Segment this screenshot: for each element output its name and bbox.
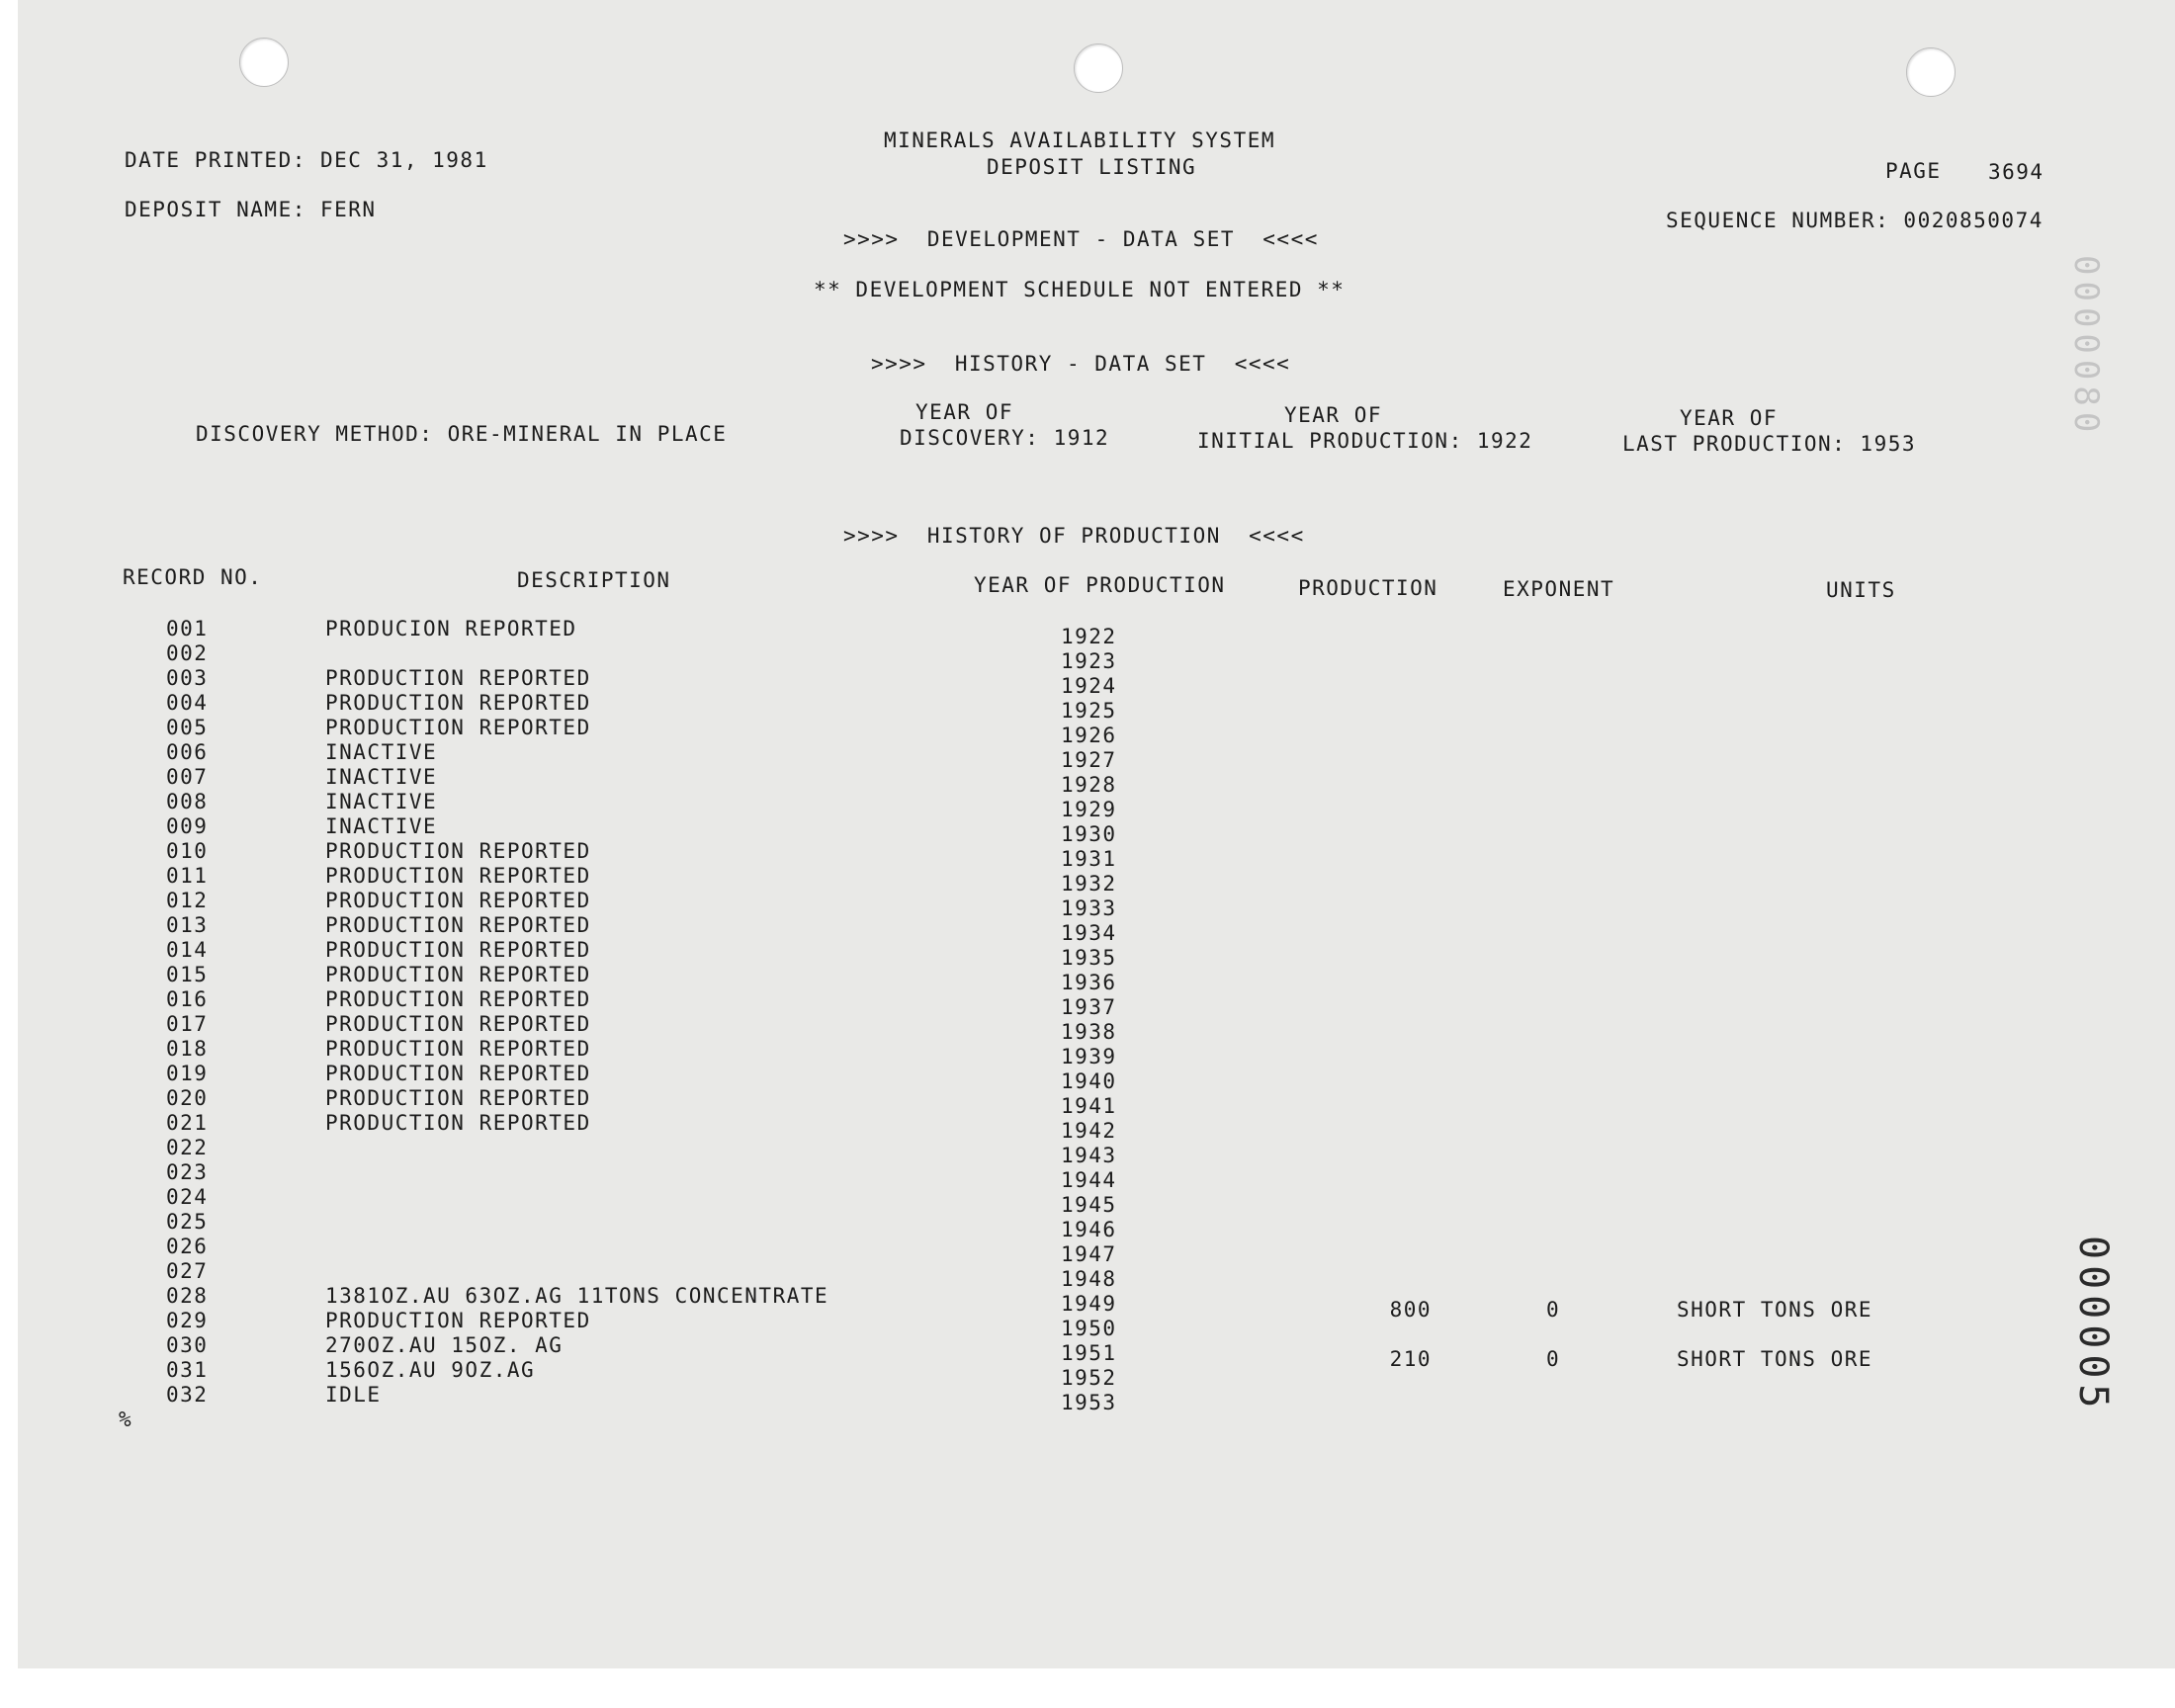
last-production-year: LAST PRODUCTION: 1953 (1622, 432, 1917, 456)
table-row (18, 1358, 2175, 1390)
row-units: SHORT TONS ORE (1677, 1298, 1873, 1322)
deposit-name: DEPOSIT NAME: FERN (125, 198, 377, 221)
table-row (18, 963, 2175, 994)
row-year: 1932 (1061, 872, 1117, 896)
record-number: 017 (166, 1012, 209, 1036)
discovery-method: DISCOVERY METHOD: ORE-MINERAL IN PLACE (196, 422, 728, 446)
row-description: INACTIVE (325, 790, 438, 813)
row-year: 1925 (1061, 699, 1117, 723)
record-number: 025 (166, 1210, 209, 1234)
table-row (18, 617, 2175, 648)
row-year: 1933 (1061, 897, 1117, 920)
record-number: 001 (166, 617, 209, 640)
table-row (18, 1259, 2175, 1291)
row-description: 270OZ.AU 15OZ. AG (325, 1333, 564, 1357)
record-number: 022 (166, 1136, 209, 1159)
record-number: 003 (166, 666, 209, 690)
year-of-label-last: YEAR OF (1680, 406, 1779, 430)
row-year: 1924 (1061, 674, 1117, 698)
record-number: 020 (166, 1086, 209, 1110)
record-number: 009 (166, 814, 209, 838)
row-description: INACTIVE (325, 814, 438, 838)
column-units: UNITS (1826, 578, 1896, 602)
record-number: 032 (166, 1383, 209, 1407)
column-production: PRODUCTION (1298, 576, 1438, 600)
row-year: 1941 (1061, 1094, 1117, 1118)
row-description: PRODUCTION REPORTED (325, 1111, 591, 1135)
initial-production-year: INITIAL PRODUCTION: 1922 (1197, 429, 1533, 453)
date-printed: DATE PRINTED: DEC 31, 1981 (125, 148, 488, 172)
margin-faint-stamp: 0000080 (2066, 255, 2106, 439)
row-year: 1930 (1061, 822, 1117, 846)
row-year: 1945 (1061, 1193, 1117, 1217)
row-year: 1922 (1061, 625, 1117, 648)
record-number: 018 (166, 1037, 209, 1061)
row-year: 1923 (1061, 649, 1117, 673)
row-description: PRODUCTION REPORTED (325, 1309, 591, 1332)
row-description: INACTIVE (325, 765, 438, 789)
row-year: 1936 (1061, 971, 1117, 994)
row-year: 1949 (1061, 1292, 1117, 1316)
row-year: 1942 (1061, 1119, 1117, 1143)
row-description: PRODUCTION REPORTED (325, 938, 591, 962)
end-marker: % (119, 1408, 133, 1431)
development-note: ** DEVELOPMENT SCHEDULE NOT ENTERED ** (814, 278, 1346, 301)
record-number: 016 (166, 987, 209, 1011)
record-number: 023 (166, 1160, 209, 1184)
page-label: PAGE (1885, 159, 1942, 183)
system-title: MINERALS AVAILABILITY SYSTEM (884, 128, 1276, 152)
row-description: PRODUCTION REPORTED (325, 666, 591, 690)
record-number: 027 (166, 1259, 209, 1283)
year-of-label-initial: YEAR OF (1284, 403, 1383, 427)
table-row (18, 938, 2175, 970)
row-description: PRODUCTION REPORTED (325, 987, 591, 1011)
row-description: 1381OZ.AU 63OZ.AG 11TONS CONCENTRATE (325, 1284, 829, 1308)
sequence-number: SEQUENCE NUMBER: 0020850074 (1666, 209, 2044, 232)
table-row (18, 666, 2175, 698)
row-year: 1928 (1061, 773, 1117, 797)
table-row (18, 814, 2175, 846)
row-production: 210 (1389, 1347, 1432, 1371)
record-number: 014 (166, 938, 209, 962)
column-description: DESCRIPTION (517, 568, 671, 592)
record-number: 021 (166, 1111, 209, 1135)
record-number: 026 (166, 1235, 209, 1258)
record-number: 031 (166, 1358, 209, 1382)
record-number: 004 (166, 691, 209, 715)
row-exponent: 0 (1546, 1298, 1561, 1322)
row-description: PRODUCTION REPORTED (325, 716, 591, 739)
punch-hole-center (1074, 43, 1123, 93)
row-year: 1931 (1061, 847, 1117, 871)
table-row (18, 1037, 2175, 1068)
record-number: 010 (166, 839, 209, 863)
table-row (18, 864, 2175, 896)
row-year: 1937 (1061, 995, 1117, 1019)
table-row (18, 913, 2175, 945)
row-year: 1953 (1061, 1391, 1117, 1414)
table-row (18, 790, 2175, 821)
row-year: 1943 (1061, 1144, 1117, 1167)
record-number: 008 (166, 790, 209, 813)
table-row (18, 987, 2175, 1019)
row-description: PRODUCTION REPORTED (325, 963, 591, 986)
row-description: PRODUCTION REPORTED (325, 1062, 591, 1085)
record-number: 006 (166, 740, 209, 764)
page-number: 3694 (1988, 160, 2044, 184)
row-production: 800 (1389, 1298, 1432, 1322)
table-row (18, 1309, 2175, 1340)
row-year: 1938 (1061, 1020, 1117, 1044)
printout-page (18, 0, 2175, 1668)
table-row (18, 1062, 2175, 1093)
row-description: PRODUCTION REPORTED (325, 1086, 591, 1110)
row-description: PRODUCTION REPORTED (325, 889, 591, 912)
row-description: PRODUCTION REPORTED (325, 691, 591, 715)
row-exponent: 0 (1546, 1347, 1561, 1371)
record-number: 019 (166, 1062, 209, 1085)
record-number: 030 (166, 1333, 209, 1357)
row-description: 156OZ.AU 9OZ.AG (325, 1358, 536, 1382)
row-year: 1929 (1061, 798, 1117, 821)
column-exponent: EXPONENT (1503, 577, 1615, 601)
table-row (18, 1185, 2175, 1217)
row-year: 1948 (1061, 1267, 1117, 1291)
row-year: 1946 (1061, 1218, 1117, 1241)
record-number: 011 (166, 864, 209, 888)
development-heading: >>>> DEVELOPMENT - DATA SET <<<< (843, 227, 1319, 251)
row-year: 1939 (1061, 1045, 1117, 1068)
record-number: 012 (166, 889, 209, 912)
record-number: 028 (166, 1284, 209, 1308)
column-record-no: RECORD NO. (123, 565, 263, 589)
record-number: 005 (166, 716, 209, 739)
table-row (18, 641, 2175, 673)
table-row (18, 765, 2175, 797)
record-number: 002 (166, 641, 209, 665)
row-year: 1935 (1061, 946, 1117, 970)
table-row (18, 1111, 2175, 1143)
table-row (18, 1086, 2175, 1118)
column-year: YEAR OF PRODUCTION (974, 573, 1226, 597)
row-year: 1950 (1061, 1317, 1117, 1340)
row-year: 1926 (1061, 724, 1117, 747)
row-description: PRODUCION REPORTED (325, 617, 577, 640)
row-description: PRODUCTION REPORTED (325, 864, 591, 888)
row-year: 1944 (1061, 1168, 1117, 1192)
page-bottom-edge (0, 1668, 2175, 1708)
row-year: 1952 (1061, 1366, 1117, 1390)
punch-hole-left (239, 38, 289, 87)
production-heading: >>>> HISTORY OF PRODUCTION <<<< (843, 524, 1305, 548)
table-row (18, 889, 2175, 920)
row-year: 1934 (1061, 921, 1117, 945)
table-row (18, 740, 2175, 772)
record-number: 007 (166, 765, 209, 789)
record-number: 029 (166, 1309, 209, 1332)
record-number: 024 (166, 1185, 209, 1209)
table-row (18, 1160, 2175, 1192)
table-row (18, 1383, 2175, 1414)
table-row (18, 1210, 2175, 1241)
margin-stamp: 000005 (2070, 1236, 2116, 1414)
row-year: 1940 (1061, 1069, 1117, 1093)
discovery-year: DISCOVERY: 1912 (900, 426, 1110, 450)
record-number: 013 (166, 913, 209, 937)
row-description: PRODUCTION REPORTED (325, 913, 591, 937)
table-row (18, 691, 2175, 723)
table-row (18, 1012, 2175, 1044)
row-description: PRODUCTION REPORTED (325, 839, 591, 863)
listing-title: DEPOSIT LISTING (987, 155, 1197, 179)
row-description: INACTIVE (325, 740, 438, 764)
year-of-label-discovery: YEAR OF (915, 400, 1014, 424)
row-year: 1947 (1061, 1242, 1117, 1266)
record-number: 015 (166, 963, 209, 986)
row-description: IDLE (325, 1383, 382, 1407)
row-description: PRODUCTION REPORTED (325, 1037, 591, 1061)
row-units: SHORT TONS ORE (1677, 1347, 1873, 1371)
table-row (18, 1235, 2175, 1266)
punch-hole-right (1906, 47, 1956, 97)
row-description: PRODUCTION REPORTED (325, 1012, 591, 1036)
table-row (18, 1136, 2175, 1167)
table-row (18, 716, 2175, 747)
row-year: 1951 (1061, 1341, 1117, 1365)
table-row (18, 839, 2175, 871)
row-year: 1927 (1061, 748, 1117, 772)
history-heading: >>>> HISTORY - DATA SET <<<< (871, 352, 1291, 376)
